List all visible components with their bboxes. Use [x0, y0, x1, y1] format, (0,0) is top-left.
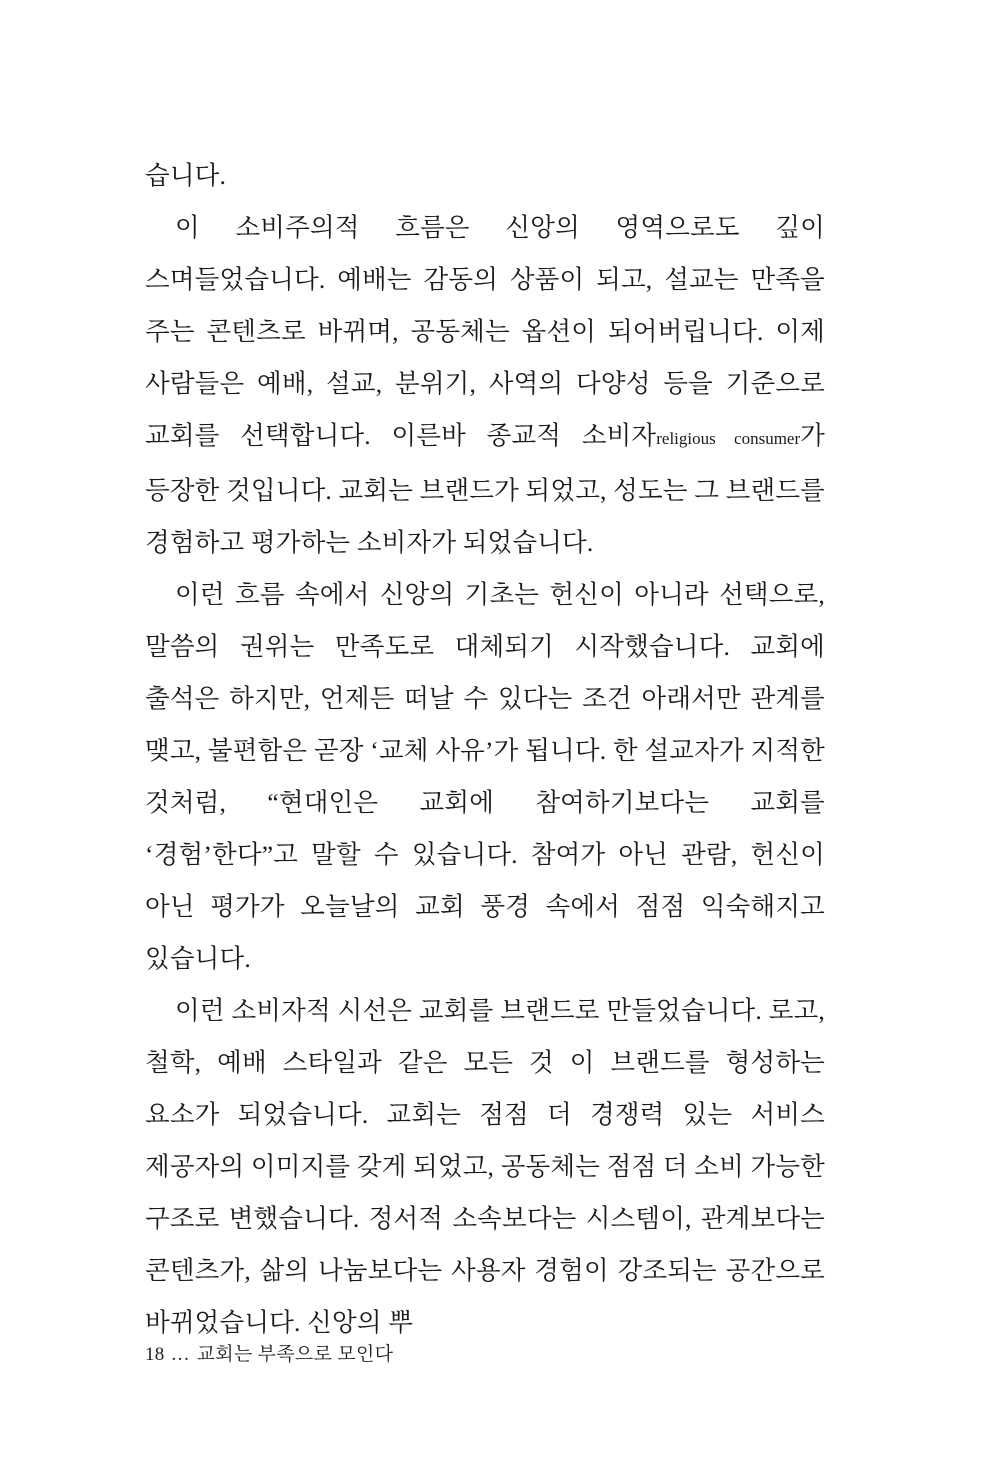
paragraph-faith-choice: 이런 흐름 속에서 신앙의 기초는 헌신이 아니라 선택으로, 말씀의 권위는 만족도로 대체되기 시작했습니다. 교회에 출석은 하지만, 언제든 떠날 수 있다는 조건 아래서만 관계를 맺고, 불편함은 곧장 ‘교체 사유’가 됩니다. 한 설교자가 지적한 것처럼, “현대인은 교회에 참여하기보다는 교회를 ‘경험’한다”고 말할 수 있습니다. 참여가 아닌 관람, 헌신이 아닌 평가가 오늘날의 교회 풍경 속에서 점점 익숙해지고 있습니다.	[145, 580, 825, 973]
footer-separator: …	[170, 1344, 191, 1365]
paragraph-text-before: 이 소비주의적 흐름은 신앙의 영역으로도 깊이 스며들었습니다. 예배는 감동의 상품이 되고, 설교는 만족을 주는 콘텐츠로 바뀌며, 공동체는 옵션이 되어버립니다. 이제 사람들은 예배, 설교, 분위기, 사역의 다양성 등을 기준으로 교회를 선택합니다. 이른바 종교적 소비자	[145, 213, 825, 450]
footer-page-number: 18	[145, 1344, 165, 1365]
body-text-column	[145, 150, 825, 1349]
latin-term-religious-consumer: religious consumer	[656, 429, 801, 448]
paragraph-church-brand: 이런 소비자적 시선은 교회를 브랜드로 만들었습니다. 로고, 철학, 예배 스타일과 같은 모든 것 이 브랜드를 형성하는 요소가 되었습니다. 교회는 점점 더 경쟁력 있는 서비스 제공자의 이미지를 갖게 되었고, 공동체는 점점 더 소비 가능한 구조로 변했습니다. 정서적 소속보다는 시스템이, 관계보다는 콘텐츠가, 삶의 나눔보다는 사용자 경험이 강조되는 공간으로 바뀌었습니다. 신앙의 뿌	[145, 996, 826, 1337]
paragraph-continuation: 습니다.	[145, 161, 227, 190]
paragraph-religious-consumer	[145, 202, 825, 569]
footer-book-title: 교회는 부족으로 모인다	[196, 1344, 394, 1365]
paragraph-text-after: 가 등장한 것입니다. 교회는 브랜드가 되었고, 성도는 그 브랜드를 경험하고 평가하는 소비자가 되었습니다.	[145, 421, 826, 557]
page-footer	[145, 1339, 393, 1366]
